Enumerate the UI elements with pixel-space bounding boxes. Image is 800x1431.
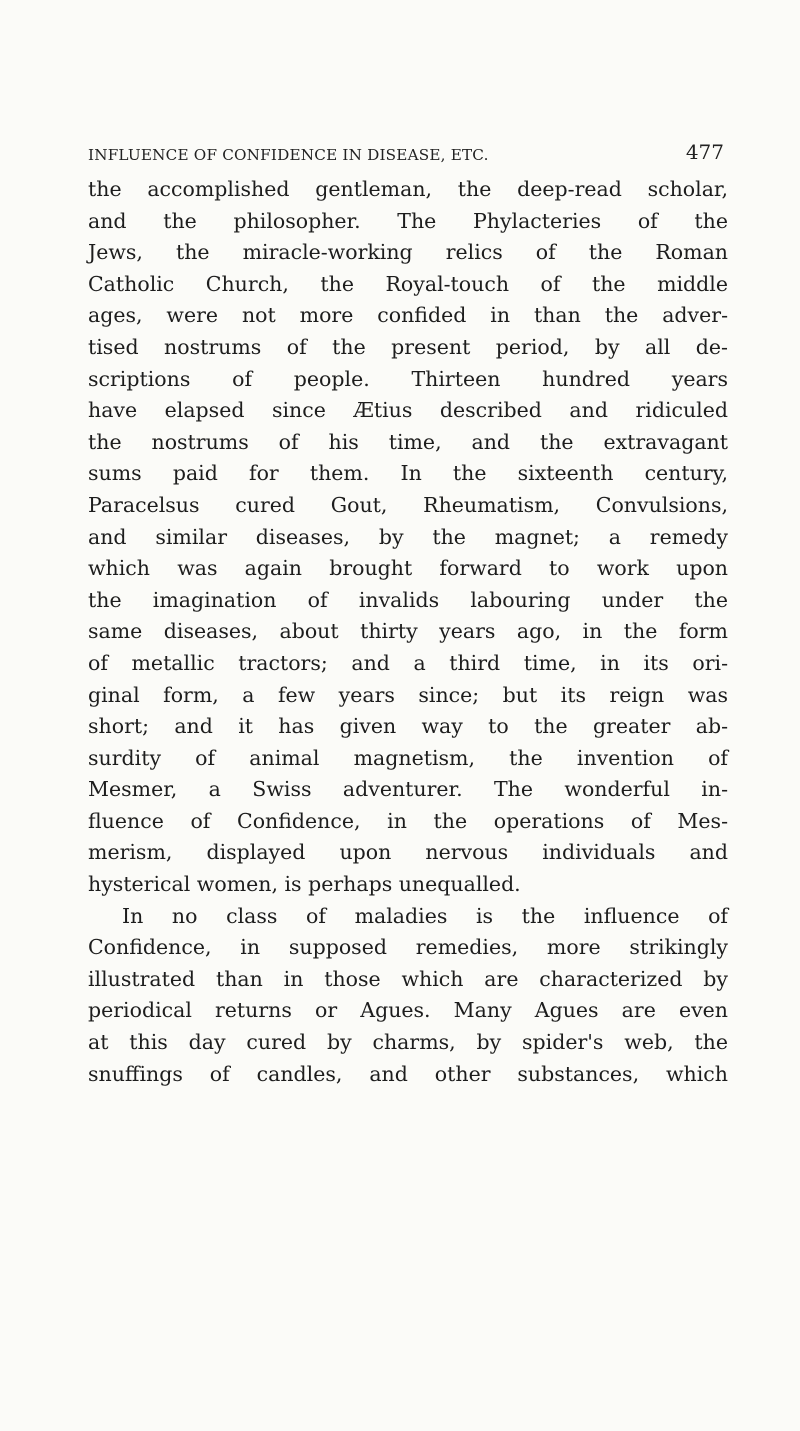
text-line: fluence of Confidence, in the operations of Mes- (88, 808, 728, 833)
running-title: INFLUENCE OF CONFIDENCE IN DISEASE, ETC. (88, 146, 489, 164)
text-line: merism, displayed upon nervous individuals and (88, 840, 728, 865)
text-line: of metallic tractors; and a third time, in its ori- (88, 650, 728, 675)
text-line: snuffings of candles, and other substances, which (88, 1061, 728, 1086)
text-line: periodical returns or Agues. Many Agues are even (88, 998, 728, 1023)
text-line: In no class of maladies is the influence of (122, 903, 728, 928)
text-line: short; and it has given way to the greater ab- (88, 714, 728, 739)
page-header (88, 140, 724, 170)
text-line: hysterical women, is perhaps unequalled. (88, 872, 521, 897)
text-line: at this day cured by charms, by spider's web, the (88, 1030, 728, 1055)
text-line: the imagination of invalids labouring under the (88, 587, 728, 612)
text-line: Confidence, in supposed remedies, more strikingly (88, 935, 728, 960)
text-line: scriptions of people. Thirteen hundred years (88, 366, 728, 391)
text-line: ginal form, a few years since; but its reign was (88, 682, 728, 707)
text-line: Paracelsus cured Gout, Rheumatism, Convulsions, (88, 492, 728, 517)
text-line: have elapsed since Ætius described and ridiculed (88, 398, 728, 423)
text-line: illustrated than in those which are characterized by (88, 966, 728, 991)
text-line: Catholic Church, the Royal-touch of the middle (88, 271, 728, 296)
page-number: 477 (685, 140, 724, 164)
text-line: Mesmer, a Swiss adventurer. The wonderful in- (88, 777, 728, 802)
text-line: Jews, the miracle-working relics of the Roman (88, 240, 728, 265)
text-line: tised nostrums of the present period, by all de- (88, 334, 728, 359)
text-line: ages, were not more confided in than the adver- (88, 303, 728, 328)
text-line: and similar diseases, by the magnet; a remedy (88, 524, 728, 549)
text-line: the nostrums of his time, and the extravagant (88, 429, 728, 454)
text-line: surdity of animal magnetism, the invention of (88, 745, 728, 770)
text-line: the accomplished gentleman, the deep-read scholar, (88, 177, 728, 201)
text-line: sums paid for them. In the sixteenth century, (88, 461, 728, 486)
text-line: which was again brought forward to work upon (88, 556, 728, 581)
text-line: and the philosopher. The Phylacteries of the (88, 208, 728, 233)
text-line: same diseases, about thirty years ago, in the form (88, 619, 728, 644)
body-text (88, 174, 728, 1090)
